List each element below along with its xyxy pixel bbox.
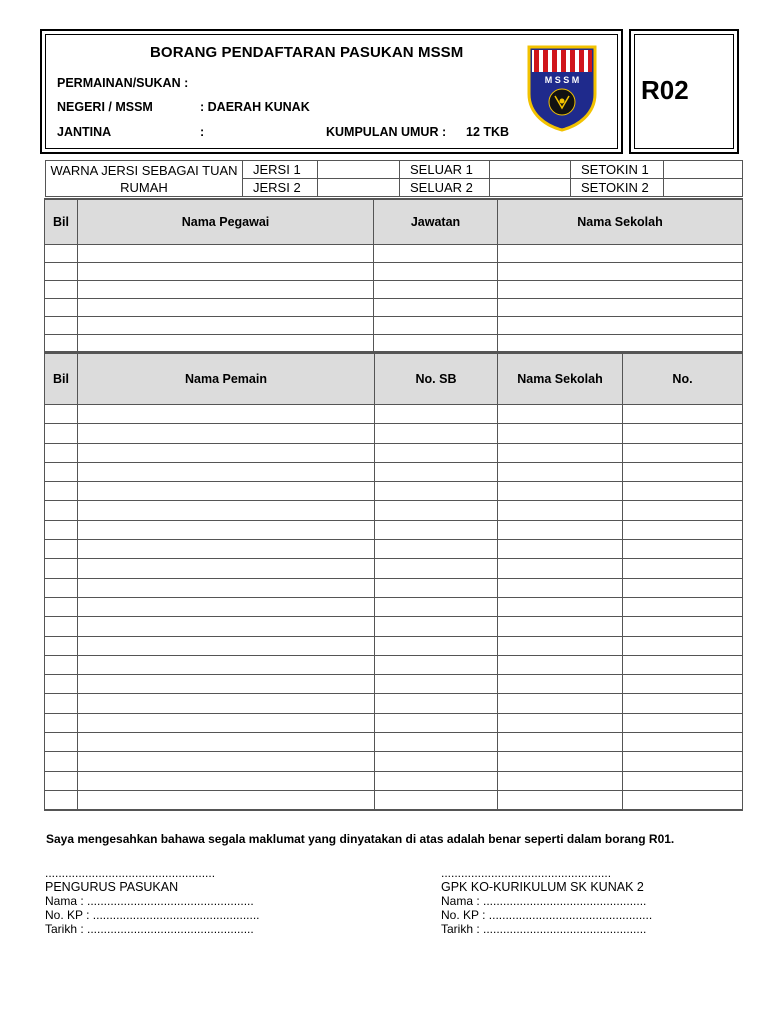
players-cell[interactable] [375, 655, 498, 674]
players-cell[interactable] [623, 617, 743, 636]
signature-block-left [45, 866, 260, 936]
officials-cell[interactable] [374, 334, 498, 352]
officials-row [45, 280, 743, 298]
players-cell[interactable] [498, 559, 623, 578]
players-cell[interactable] [498, 501, 623, 520]
players-cell[interactable] [498, 733, 623, 752]
players-header-no-sb: No. SB [375, 354, 498, 405]
players-cell[interactable] [623, 405, 743, 424]
signature-line-right: ................................................... [441, 866, 612, 880]
players-cell[interactable] [375, 501, 498, 520]
players-cell[interactable] [45, 694, 78, 713]
negeri-value: : DAERAH KUNAK [200, 100, 310, 114]
officials-cell[interactable] [498, 280, 743, 298]
players-cell[interactable] [498, 462, 623, 481]
players-cell[interactable] [623, 443, 743, 462]
players-cell[interactable] [498, 636, 623, 655]
seluar-2-field[interactable] [490, 179, 571, 197]
officials-cell[interactable] [498, 316, 743, 334]
players-cell[interactable] [375, 733, 498, 752]
officials-cell[interactable] [498, 262, 743, 280]
officials-row [45, 244, 743, 262]
officials-cell[interactable] [78, 262, 374, 280]
officials-cell[interactable] [78, 280, 374, 298]
signature-tarikh-right: Tarikh : ................................................. [441, 922, 647, 936]
players-cell[interactable] [498, 405, 623, 424]
players-cell[interactable] [375, 578, 498, 597]
signature-line-left: ................................................... [45, 866, 216, 880]
officials-cell[interactable] [374, 280, 498, 298]
players-cell[interactable] [375, 424, 498, 443]
players-cell[interactable] [78, 636, 375, 655]
form-title: BORANG PENDAFTARAN PASUKAN MSSM [150, 44, 464, 61]
players-row [45, 655, 743, 674]
jantina-label: JANTINA [57, 125, 112, 139]
players-cell[interactable] [78, 559, 375, 578]
players-row [45, 462, 743, 481]
players-row [45, 636, 743, 655]
players-row [45, 578, 743, 597]
officials-cell[interactable] [78, 298, 374, 316]
certification-statement: Saya mengesahkan bahawa segala maklumat yang dinyatakan di atas adalah benar seperti dalam borang R01. [46, 832, 675, 846]
players-cell[interactable] [45, 520, 78, 539]
players-cell[interactable] [45, 559, 78, 578]
players-cell[interactable] [623, 424, 743, 443]
players-row [45, 752, 743, 771]
players-cell[interactable] [45, 540, 78, 559]
players-cell[interactable] [45, 501, 78, 520]
players-row [45, 617, 743, 636]
players-cell[interactable] [623, 655, 743, 674]
players-cell[interactable] [623, 501, 743, 520]
players-cell[interactable] [498, 482, 623, 501]
kumpulan-label: KUMPULAN UMUR : [326, 125, 447, 139]
officials-cell[interactable] [498, 298, 743, 316]
players-cell[interactable] [498, 771, 623, 790]
officials-header-jawatan: Jawatan [374, 199, 498, 244]
players-cell[interactable] [45, 713, 78, 732]
officials-row [45, 262, 743, 280]
officials-cell[interactable] [45, 316, 78, 334]
seluar-1-label: SELUAR 1 [400, 161, 490, 179]
players-cell[interactable] [623, 733, 743, 752]
players-table [44, 353, 743, 811]
setokin-1-field[interactable] [664, 161, 743, 179]
players-cell[interactable] [375, 405, 498, 424]
players-header-nama-sekolah: Nama Sekolah [498, 354, 623, 405]
players-cell[interactable] [45, 424, 78, 443]
players-cell[interactable] [623, 771, 743, 790]
officials-cell[interactable] [45, 298, 78, 316]
players-cell[interactable] [623, 597, 743, 616]
players-cell[interactable] [78, 771, 375, 790]
players-cell[interactable] [375, 617, 498, 636]
players-cell[interactable] [45, 733, 78, 752]
players-cell[interactable] [375, 462, 498, 481]
players-cell[interactable] [45, 675, 78, 694]
players-cell[interactable] [623, 462, 743, 481]
jersi-1-label: JERSI 1 [243, 161, 318, 179]
players-cell[interactable] [498, 520, 623, 539]
form-code: R02 [641, 75, 689, 105]
players-cell[interactable] [45, 405, 78, 424]
players-cell[interactable] [623, 540, 743, 559]
signature-nokp-right: No. KP : ................................................. [441, 908, 653, 922]
jersi-1-field[interactable] [318, 161, 400, 179]
warna-jersi-label: WARNA JERSI SEBAGAI TUAN RUMAH [46, 161, 243, 197]
players-row [45, 559, 743, 578]
officials-cell[interactable] [498, 244, 743, 262]
players-row [45, 424, 743, 443]
players-cell[interactable] [78, 752, 375, 771]
players-cell[interactable] [375, 443, 498, 462]
players-header-no: No. [623, 354, 743, 405]
officials-cell[interactable] [374, 298, 498, 316]
players-header-nama-pemain: Nama Pemain [78, 354, 375, 405]
players-cell[interactable] [78, 501, 375, 520]
jersi-2-field[interactable] [318, 179, 400, 197]
players-cell[interactable] [78, 443, 375, 462]
officials-table [44, 198, 743, 353]
players-cell[interactable] [498, 675, 623, 694]
setokin-2-label: SETOKIN 2 [571, 179, 664, 197]
players-cell[interactable] [498, 694, 623, 713]
negeri-label: NEGERI / MSSM [57, 100, 153, 114]
players-cell[interactable] [498, 597, 623, 616]
players-cell[interactable] [623, 713, 743, 732]
players-row [45, 713, 743, 732]
officials-header-bil: Bil [45, 199, 78, 244]
players-cell[interactable] [78, 482, 375, 501]
players-cell[interactable] [45, 482, 78, 501]
players-cell[interactable] [78, 424, 375, 443]
players-cell[interactable] [375, 559, 498, 578]
players-cell[interactable] [498, 655, 623, 674]
officials-cell[interactable] [498, 334, 743, 352]
players-cell[interactable] [78, 733, 375, 752]
players-cell[interactable] [623, 636, 743, 655]
officials-cell[interactable] [45, 244, 78, 262]
officials-cell[interactable] [78, 334, 374, 352]
officials-cell[interactable] [374, 244, 498, 262]
officials-cell[interactable] [45, 280, 78, 298]
jersi-2-label: JERSI 2 [243, 179, 318, 197]
officials-cell[interactable] [78, 316, 374, 334]
players-cell[interactable] [623, 752, 743, 771]
players-cell[interactable] [375, 482, 498, 501]
officials-header-nama-sekolah: Nama Sekolah [498, 199, 743, 244]
players-cell[interactable] [375, 713, 498, 732]
players-cell[interactable] [375, 694, 498, 713]
players-cell[interactable] [498, 617, 623, 636]
emblem-text: M S S M [544, 75, 580, 85]
players-cell[interactable] [623, 694, 743, 713]
players-cell[interactable] [623, 790, 743, 809]
signature-nama-left: Nama : .................................................. [45, 894, 254, 908]
players-row [45, 733, 743, 752]
officials-cell[interactable] [78, 244, 374, 262]
officials-cell[interactable] [45, 262, 78, 280]
players-cell[interactable] [45, 597, 78, 616]
kumpulan-value: 12 TKB [466, 125, 510, 139]
players-cell[interactable] [498, 578, 623, 597]
officials-cell[interactable] [45, 334, 78, 352]
jersey-table [45, 160, 743, 197]
players-row [45, 771, 743, 790]
officials-row [45, 316, 743, 334]
players-row [45, 597, 743, 616]
players-cell[interactable] [375, 790, 498, 809]
permainan-label: PERMAINAN/SUKAN : [57, 76, 189, 90]
players-cell[interactable] [78, 694, 375, 713]
signature-tarikh-left: Tarikh : .................................................. [45, 922, 254, 936]
players-cell[interactable] [45, 443, 78, 462]
players-cell[interactable] [498, 752, 623, 771]
players-row [45, 501, 743, 520]
players-cell[interactable] [375, 636, 498, 655]
players-cell[interactable] [78, 597, 375, 616]
signature-nama-right: Nama : ................................................. [441, 894, 647, 908]
setokin-1-label: SETOKIN 1 [571, 161, 664, 179]
players-cell[interactable] [375, 771, 498, 790]
players-row [45, 405, 743, 424]
players-cell[interactable] [623, 520, 743, 539]
players-cell[interactable] [623, 578, 743, 597]
players-cell[interactable] [45, 752, 78, 771]
players-cell[interactable] [78, 790, 375, 809]
officials-cell[interactable] [374, 316, 498, 334]
players-cell[interactable] [78, 713, 375, 732]
players-header-bil: Bil [45, 354, 78, 405]
players-cell[interactable] [78, 617, 375, 636]
players-cell[interactable] [498, 540, 623, 559]
jantina-value: : [200, 125, 205, 139]
players-row [45, 540, 743, 559]
seluar-2-label: SELUAR 2 [400, 179, 490, 197]
players-cell[interactable] [623, 675, 743, 694]
players-cell[interactable] [45, 578, 78, 597]
officials-row [45, 334, 743, 352]
setokin-2-field[interactable] [664, 179, 743, 197]
players-cell[interactable] [623, 559, 743, 578]
signature-block-right [441, 866, 652, 936]
players-cell[interactable] [375, 540, 498, 559]
players-cell[interactable] [45, 636, 78, 655]
players-row [45, 482, 743, 501]
players-row [45, 675, 743, 694]
players-cell[interactable] [45, 617, 78, 636]
players-row [45, 694, 743, 713]
players-cell[interactable] [375, 675, 498, 694]
players-cell[interactable] [45, 771, 78, 790]
seluar-1-field[interactable] [490, 161, 571, 179]
players-cell[interactable] [375, 520, 498, 539]
officials-row [45, 298, 743, 316]
players-cell[interactable] [498, 713, 623, 732]
players-cell[interactable] [498, 790, 623, 809]
players-cell[interactable] [78, 540, 375, 559]
players-cell[interactable] [498, 424, 623, 443]
players-cell[interactable] [45, 462, 78, 481]
players-cell[interactable] [375, 752, 498, 771]
players-cell[interactable] [498, 443, 623, 462]
signature-role-left: PENGURUS PASUKAN [45, 880, 179, 894]
players-row [45, 520, 743, 539]
players-cell[interactable] [623, 482, 743, 501]
players-row [45, 443, 743, 462]
players-cell[interactable] [45, 790, 78, 809]
players-cell[interactable] [78, 655, 375, 674]
players-cell[interactable] [78, 462, 375, 481]
players-row [45, 790, 743, 809]
players-cell[interactable] [78, 405, 375, 424]
signature-nokp-left: No. KP : .................................................. [45, 908, 260, 922]
players-cell[interactable] [375, 597, 498, 616]
players-cell[interactable] [45, 655, 78, 674]
players-cell[interactable] [78, 578, 375, 597]
players-cell[interactable] [78, 675, 375, 694]
mssm-emblem-icon [526, 44, 598, 132]
signature-role-right: GPK KO-KURIKULUM SK KUNAK 2 [441, 880, 644, 894]
officials-cell[interactable] [374, 262, 498, 280]
officials-header-nama-pegawai: Nama Pegawai [78, 199, 374, 244]
players-cell[interactable] [78, 520, 375, 539]
